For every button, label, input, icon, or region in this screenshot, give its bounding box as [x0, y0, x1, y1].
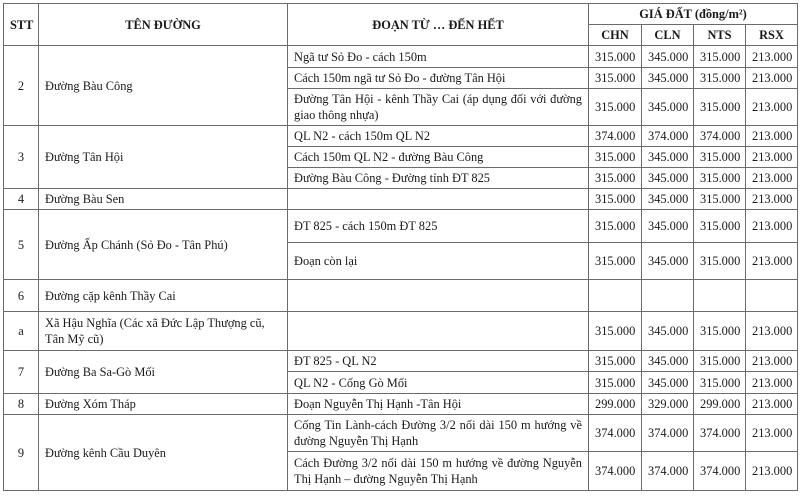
cell-price-cln: 345.000 [642, 189, 694, 210]
cell-street-name: Đường Bàu Công [39, 46, 288, 126]
cell-price-chn: 315.000 [589, 189, 642, 210]
cell-price-rsx: 213.000 [746, 147, 798, 168]
cell-stt: 7 [4, 351, 39, 394]
header-stt: STT [4, 4, 39, 46]
cell-price-cln: 345.000 [642, 147, 694, 168]
cell-segment: Đoạn còn lại [288, 243, 589, 280]
cell-price-rsx: 213.000 [746, 46, 798, 68]
cell-segment: QL N2 - Cống Gò Mối [288, 372, 589, 394]
cell-price-nts: 315.000 [694, 89, 746, 126]
cell-price-nts: 299.000 [694, 394, 746, 415]
cell-price-cln: 345.000 [642, 168, 694, 189]
cell-price-cln: 345.000 [642, 46, 694, 68]
cell-price-rsx: 213.000 [746, 243, 798, 280]
cell-price-rsx: 213.000 [746, 168, 798, 189]
cell-price-nts: 315.000 [694, 312, 746, 351]
cell-price-rsx: 213.000 [746, 68, 798, 89]
cell-price-nts: 374.000 [694, 126, 746, 147]
cell-segment: ĐT 825 - cách 150m ĐT 825 [288, 210, 589, 243]
table-row [4, 210, 798, 243]
cell-stt: 8 [4, 394, 39, 415]
land-price-table [3, 3, 798, 491]
cell-price-chn: 299.000 [589, 394, 642, 415]
header-ten-duong: TÊN ĐƯỜNG [39, 4, 288, 46]
cell-price-nts: 315.000 [694, 46, 746, 68]
cell-price-cln [642, 280, 694, 312]
cell-segment [288, 280, 589, 312]
cell-segment: Ngã tư Sỏ Đo - cách 150m [288, 46, 589, 68]
cell-price-chn [589, 280, 642, 312]
cell-price-chn: 315.000 [589, 351, 642, 372]
cell-stt: 4 [4, 189, 39, 210]
cell-street-name: Đường kênh Cầu Duyên [39, 415, 288, 491]
cell-segment [288, 189, 589, 210]
cell-price-chn: 374.000 [589, 452, 642, 491]
cell-price-cln: 329.000 [642, 394, 694, 415]
cell-price-rsx: 213.000 [746, 126, 798, 147]
cell-street-name: Đường Xóm Tháp [39, 394, 288, 415]
table-row [4, 394, 798, 415]
cell-price-nts: 315.000 [694, 168, 746, 189]
cell-price-cln: 345.000 [642, 351, 694, 372]
header-gia-dat-label: GIÁ ĐẤT (đồng/m²) [639, 7, 747, 21]
cell-price-rsx: 213.000 [746, 89, 798, 126]
cell-price-chn: 374.000 [589, 126, 642, 147]
cell-price-rsx: 213.000 [746, 394, 798, 415]
cell-price-rsx: 213.000 [746, 351, 798, 372]
cell-street-name: Đường Bàu Sen [39, 189, 288, 210]
cell-price-nts: 315.000 [694, 243, 746, 280]
cell-price-chn: 315.000 [589, 372, 642, 394]
cell-price-nts: 315.000 [694, 351, 746, 372]
table-row [4, 46, 798, 68]
cell-price-chn: 315.000 [589, 210, 642, 243]
cell-stt: 5 [4, 210, 39, 280]
header-cln: CLN [642, 25, 694, 46]
cell-price-rsx [746, 280, 798, 312]
header-nts: NTS [694, 25, 746, 46]
cell-price-chn: 374.000 [589, 415, 642, 452]
cell-segment: Cách Đường 3/2 nối dài 150 m hướng về đường Nguyễn Thị Hạnh – đường Nguyễn Thị Hạnh [288, 452, 589, 491]
table-row [4, 312, 798, 351]
cell-price-nts: 315.000 [694, 189, 746, 210]
cell-price-nts: 315.000 [694, 372, 746, 394]
cell-segment: Đoạn Nguyễn Thị Hạnh -Tân Hội [288, 394, 589, 415]
cell-price-chn: 315.000 [589, 243, 642, 280]
cell-stt: 2 [4, 46, 39, 126]
cell-price-cln: 374.000 [642, 452, 694, 491]
cell-price-cln: 374.000 [642, 415, 694, 452]
cell-price-nts: 374.000 [694, 452, 746, 491]
cell-stt: 6 [4, 280, 39, 312]
cell-price-cln: 374.000 [642, 126, 694, 147]
cell-stt: a [4, 312, 39, 351]
cell-price-cln: 345.000 [642, 372, 694, 394]
cell-street-name: Đường Ấp Chánh (Sỏ Đo - Tân Phú) [39, 210, 288, 280]
cell-price-nts: 315.000 [694, 210, 746, 243]
cell-segment: QL N2 - cách 150m QL N2 [288, 126, 589, 147]
cell-price-chn: 315.000 [589, 168, 642, 189]
cell-price-cln: 345.000 [642, 243, 694, 280]
cell-price-cln: 345.000 [642, 89, 694, 126]
table-row [4, 351, 798, 372]
cell-price-cln: 345.000 [642, 68, 694, 89]
cell-segment: ĐT 825 - QL N2 [288, 351, 589, 372]
cell-segment [288, 312, 589, 351]
cell-segment: Cống Tin Lành-cách Đường 3/2 nối dài 150 m hướng về đường Nguyễn Thị Hạnh [288, 415, 589, 452]
cell-price-rsx: 213.000 [746, 415, 798, 452]
cell-street-name: Đường cặp kênh Thầy Cai [39, 280, 288, 312]
header-chn: CHN [589, 25, 642, 46]
cell-price-chn: 315.000 [589, 147, 642, 168]
cell-price-rsx: 213.000 [746, 189, 798, 210]
table-body [4, 46, 798, 491]
table-row [4, 280, 798, 312]
cell-street-name: Đường Ba Sa-Gò Mối [39, 351, 288, 394]
table-row [4, 126, 798, 147]
cell-price-chn: 315.000 [589, 312, 642, 351]
cell-price-cln: 345.000 [642, 312, 694, 351]
cell-price-chn: 315.000 [589, 89, 642, 126]
cell-price-rsx: 213.000 [746, 210, 798, 243]
table-row [4, 189, 798, 210]
cell-price-rsx: 213.000 [746, 312, 798, 351]
cell-price-nts [694, 280, 746, 312]
table-row [4, 415, 798, 452]
cell-price-chn: 315.000 [589, 46, 642, 68]
cell-price-rsx: 213.000 [746, 372, 798, 394]
header-gia-dat [589, 4, 798, 25]
cell-price-nts: 315.000 [694, 68, 746, 89]
cell-segment: Đường Bàu Công - Đường tỉnh ĐT 825 [288, 168, 589, 189]
cell-price-chn: 315.000 [589, 68, 642, 89]
cell-price-rsx: 213.000 [746, 452, 798, 491]
cell-stt: 9 [4, 415, 39, 491]
cell-price-nts: 374.000 [694, 415, 746, 452]
table-header [4, 4, 798, 46]
header-doan: ĐOẠN TỪ … ĐẾN HẾT [288, 4, 589, 46]
cell-segment: Cách 150m ngã tư Sỏ Đo - đường Tân Hội [288, 68, 589, 89]
cell-stt: 3 [4, 126, 39, 189]
cell-segment: Đường Tân Hội - kênh Thầy Cai (áp dụng đối với đường giao thông nhựa) [288, 89, 589, 126]
header-rsx: RSX [746, 25, 798, 46]
cell-street-name: Đường Tân Hội [39, 126, 288, 189]
cell-price-nts: 315.000 [694, 147, 746, 168]
cell-segment: Cách 150m QL N2 - đường Bàu Công [288, 147, 589, 168]
cell-price-cln: 345.000 [642, 210, 694, 243]
cell-street-name: Xã Hậu Nghĩa (Các xã Đức Lập Thượng cũ, Tân Mỹ cũ) [39, 312, 288, 351]
